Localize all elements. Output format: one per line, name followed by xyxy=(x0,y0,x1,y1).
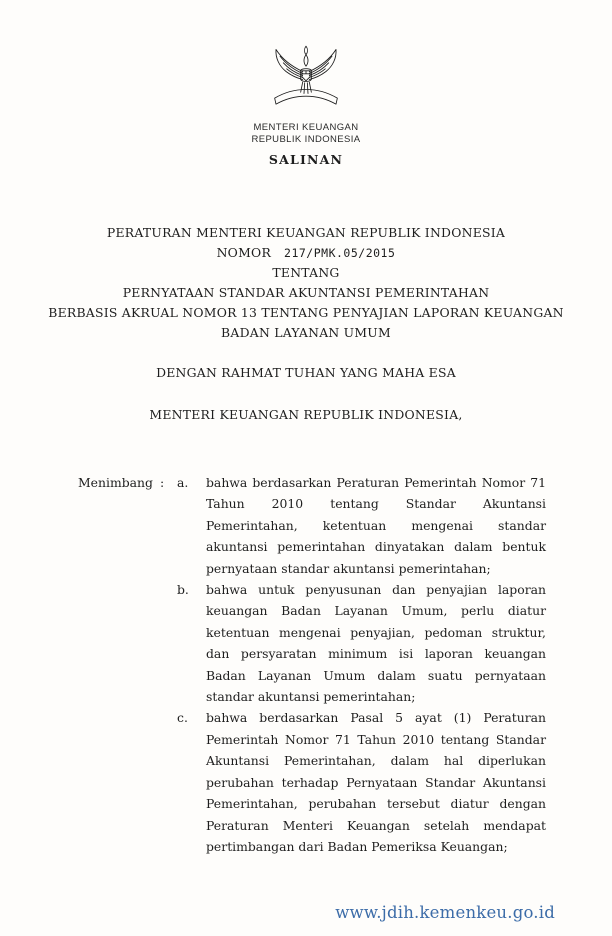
nomor-value: 217/PMK.05/2015 xyxy=(284,246,396,260)
colon-separator: : xyxy=(160,475,165,490)
tentang-label: TENTANG xyxy=(272,265,340,280)
consideration-item xyxy=(78,707,546,857)
garuda-pancasila-emblem-icon xyxy=(0,42,612,117)
title-block xyxy=(0,223,612,425)
menimbang-label: Menimbang xyxy=(78,475,153,490)
regulation-title: PERATURAN MENTERI KEUANGAN REPUBLIK INDONESIA xyxy=(106,225,506,240)
subject-line-3: BADAN LAYANAN UMUM xyxy=(221,325,391,340)
letterhead xyxy=(0,0,612,167)
consideration-item xyxy=(78,579,546,707)
item-text: bahwa berdasarkan Peraturan Pemerintah Nomor 71 Tahun 2010 tentang Standar Akuntansi Pemerintahan, ketentuan mengenai standar akuntansi pemerintahan dinyatakan dalam bentuk pernyataan standar akuntansi pemerintahan; xyxy=(206,475,546,576)
considerations-section xyxy=(78,472,546,857)
item-text: bahwa untuk penyusunan dan penyajian laporan keuangan Badan Layanan Umum, perlu diatur ketentuan mengenai penyajian, pedoman struktur, dan persyaratan minimum isi laporan keuangan Badan Layanan Umum dalam suatu pernyataan standar akuntansi pemerintahan; xyxy=(206,582,546,705)
copy-stamp: SALINAN xyxy=(268,152,344,167)
item-letter: b. xyxy=(177,582,189,598)
authority-line: MENTERI KEUANGAN REPUBLIK INDONESIA, xyxy=(149,407,463,422)
regulation-number-line xyxy=(0,243,612,263)
invocation-line: DENGAN RAHMAT TUHAN YANG MAHA ESA xyxy=(156,365,456,380)
item-letter: a. xyxy=(177,475,189,490)
subject-line-1: PERNYATAAN STANDAR AKUNTANSI PEMERINTAHAN xyxy=(122,285,490,300)
ministry-name: MENTERI KEUANGAN xyxy=(253,122,359,133)
jdih-watermark: www.jdih.kemenkeu.go.id xyxy=(335,903,555,922)
item-text: bahwa berdasarkan Pasal 5 ayat (1) Peraturan Pemerintah Nomor 71 Tahun 2010 tentang Standar Akuntansi Pemerintahan, dalam hal diperlukan perubahan terhadap Pernyataan Standar Akuntansi Pemerintahan, perubahan tersebut diatur dengan Peraturan Menteri Keuangan setelah mendapat pertimbangan dari Badan Pemeriksa Keuangan; xyxy=(206,710,546,854)
item-letter: c. xyxy=(177,710,188,726)
consideration-item xyxy=(78,472,546,579)
country-name: REPUBLIK INDONESIA xyxy=(251,133,361,145)
nomor-label: NOMOR xyxy=(216,245,272,260)
subject-line-2: BERBASIS AKRUAL NOMOR 13 TENTANG PENYAJIAN LAPORAN KEUANGAN xyxy=(48,305,564,320)
